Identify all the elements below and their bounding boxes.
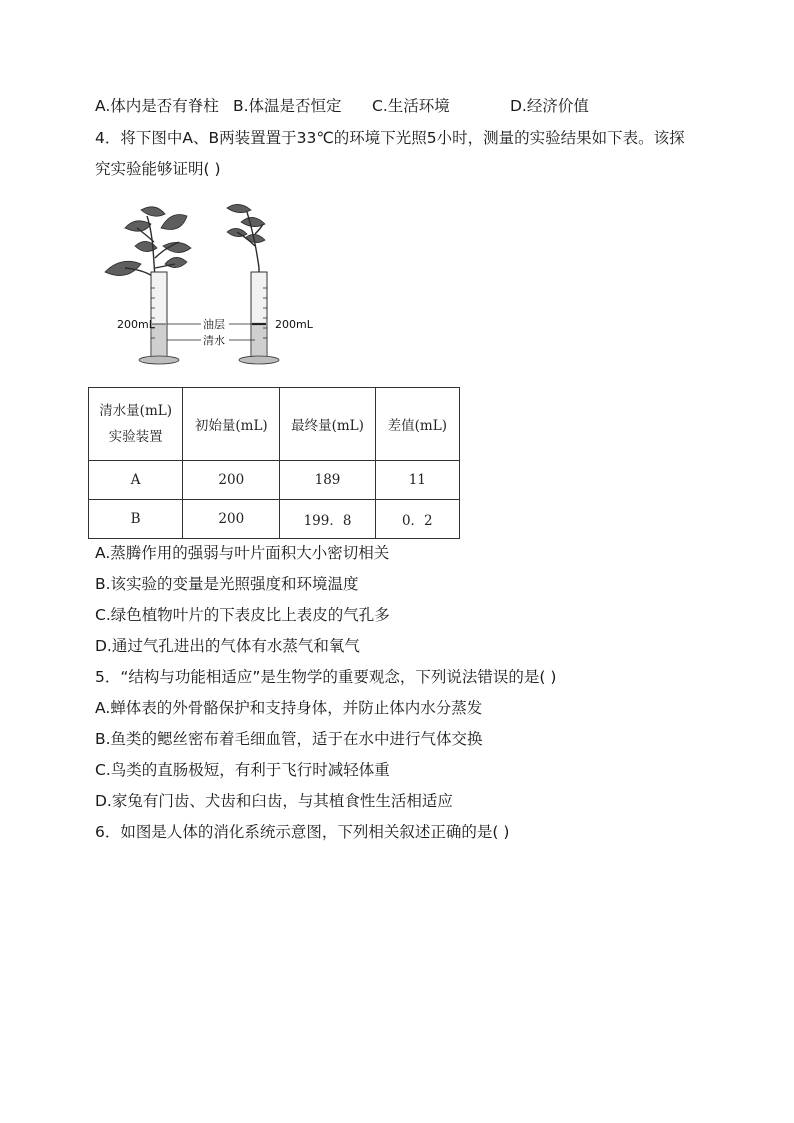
q3-option-a: A.体内是否有脊柱 xyxy=(95,97,219,115)
row-b-initial: 200 xyxy=(183,500,280,539)
q5-option-c: C.鸟类的直肠极短，有利于飞行时减轻体重 xyxy=(95,761,390,779)
q3-option-b: B.体温是否恒定 xyxy=(233,97,342,115)
table-row xyxy=(89,500,460,539)
q4-option-d: D.通过气孔进出的气体有水蒸气和氧气 xyxy=(95,637,360,655)
row-a-device: A xyxy=(89,461,183,500)
q6-stem: 6．如图是人体的消化系统示意图，下列相关叙述正确的是( ) xyxy=(95,823,510,841)
left-volume-label: 200mL xyxy=(117,318,155,331)
experiment-figure xyxy=(95,198,325,370)
q5-stem: 5．“结构与功能相适应”是生物学的重要观念，下列说法错误的是( ) xyxy=(95,668,557,686)
q5-option-d: D.家兔有门齿、犬齿和臼齿，与其植食性生活相适应 xyxy=(95,792,453,810)
row-b-final: 199．8 xyxy=(280,500,375,539)
header-difference: 差值(mL) xyxy=(375,388,459,461)
q3-option-c: C.生活环境 xyxy=(372,97,450,115)
q4-option-b: B.该实验的变量是光照强度和环境温度 xyxy=(95,575,359,593)
q3-options xyxy=(95,96,715,116)
table-row xyxy=(89,461,460,500)
header-final: 最终量(mL) xyxy=(280,388,375,461)
water-label: 清水 xyxy=(203,334,225,347)
q4-stem-line1: 4．将下图中A、B两装置置于33℃的环境下光照5小时，测量的实验结果如下表。该探 xyxy=(95,129,685,147)
table-header-row xyxy=(89,388,460,461)
plant-b-leaves xyxy=(227,204,265,242)
corner-top-text: 清水量(mL) xyxy=(99,403,172,419)
table-corner-cell xyxy=(89,388,183,461)
q5-option-a: A.蝉体表的外骨骼保护和支持身体，并防止体内水分蒸发 xyxy=(95,699,483,717)
oil-layer-label: 油层 xyxy=(203,318,225,331)
q4-stem-line2: 究实验能够证明( ) xyxy=(95,160,221,178)
row-a-initial: 200 xyxy=(183,461,280,500)
q5-option-b: B.鱼类的鳃丝密布着毛细血管，适于在水中进行气体交换 xyxy=(95,730,483,748)
q4-option-a: A.蒸腾作用的强弱与叶片面积大小密切相关 xyxy=(95,544,390,562)
q3-option-d: D.经济价值 xyxy=(510,97,589,115)
q4-option-c: C.绿色植物叶片的下表皮比上表皮的气孔多 xyxy=(95,606,390,624)
cylinder-b xyxy=(239,272,279,364)
row-a-difference: 11 xyxy=(375,461,459,500)
header-initial: 初始量(mL) xyxy=(183,388,280,461)
row-a-final: 189 xyxy=(280,461,375,500)
corner-bottom-text: 实验装置 xyxy=(108,429,163,445)
row-b-difference: 0．2 xyxy=(375,500,459,539)
results-table xyxy=(88,387,460,539)
row-b-device: B xyxy=(89,500,183,539)
right-volume-label: 200mL xyxy=(275,318,313,331)
